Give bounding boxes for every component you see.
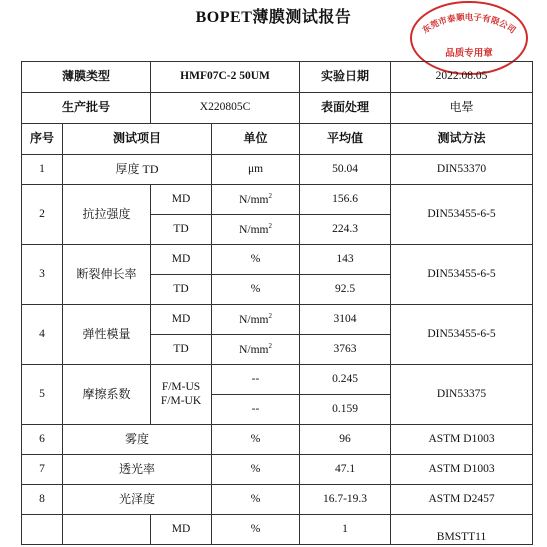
row-no: 7	[22, 455, 63, 485]
row-no: 3	[22, 245, 63, 305]
test-date-label: 实验日期	[300, 62, 391, 93]
info-row-2	[22, 93, 533, 124]
row-avg: 3104	[300, 305, 391, 335]
row-avg: 143	[300, 245, 391, 275]
row-unit: --	[212, 365, 300, 395]
header-item: 测试项目	[63, 124, 212, 155]
row-item: 弹性模量	[63, 305, 151, 365]
row-item: 摩擦系数	[63, 365, 151, 425]
row-avg: 0.245	[300, 365, 391, 395]
row-unit: %	[212, 425, 300, 455]
row-method: DIN53455-6-5	[391, 185, 533, 245]
row-unit	[212, 215, 300, 245]
unit-sup: 2	[268, 221, 272, 230]
row-unit: %	[212, 455, 300, 485]
row-no: 6	[22, 425, 63, 455]
header-avg: 平均值	[300, 124, 391, 155]
film-type-value: HMF07C-2 50UM	[151, 62, 300, 93]
table-row	[22, 485, 533, 515]
subitem-line-1: F/M-US	[161, 381, 201, 394]
row-avg: 92.5	[300, 275, 391, 305]
row-method: DIN53375	[391, 365, 533, 425]
table-row	[22, 185, 533, 215]
row-subitem: MD	[151, 245, 212, 275]
row-avg: 3763	[300, 335, 391, 365]
row-unit: %	[212, 245, 300, 275]
table-row	[22, 515, 533, 545]
row-item: 厚度 TD	[63, 155, 212, 185]
test-date-value: 2022.08.05	[391, 62, 533, 93]
row-avg: 0.159	[300, 395, 391, 425]
row-unit: --	[212, 395, 300, 425]
row-avg: 156.6	[300, 185, 391, 215]
row-no: 8	[22, 485, 63, 515]
test-report-table	[21, 61, 533, 545]
info-row-1	[22, 62, 533, 93]
row-subitem: TD	[151, 275, 212, 305]
row-avg: 16.7-19.3	[300, 485, 391, 515]
row-unit	[212, 185, 300, 215]
row-unit: %	[212, 485, 300, 515]
row-subitem: MD	[151, 515, 212, 545]
row-item: 断裂伸长率	[63, 245, 151, 305]
row-subitem	[151, 365, 212, 425]
row-no: 1	[22, 155, 63, 185]
row-subitem: TD	[151, 335, 212, 365]
seal-top-text: 东莞市泰顺电子有限公司	[420, 12, 518, 36]
row-avg: 96	[300, 425, 391, 455]
row-method: ASTM D2457	[391, 485, 533, 515]
table-header-row	[22, 124, 533, 155]
row-subitem: MD	[151, 185, 212, 215]
row-unit	[212, 335, 300, 365]
row-unit: μm	[212, 155, 300, 185]
row-method: BMSTT11	[391, 515, 533, 545]
unit-text: N/mm	[239, 343, 269, 356]
unit-text: N/mm	[239, 223, 269, 236]
svg-text:东莞市泰顺电子有限公司	[420, 12, 518, 36]
row-avg: 1	[300, 515, 391, 545]
table-row	[22, 365, 533, 395]
row-item: 透光率	[63, 455, 212, 485]
unit-text: N/mm	[239, 193, 269, 206]
row-subitem: TD	[151, 215, 212, 245]
table-row	[22, 155, 533, 185]
row-unit	[212, 305, 300, 335]
report-title: BOPET薄膜测试报告	[195, 9, 352, 26]
unit-sup: 2	[268, 341, 272, 350]
row-avg: 224.3	[300, 215, 391, 245]
row-avg: 47.1	[300, 455, 391, 485]
row-subitem: MD	[151, 305, 212, 335]
row-item: 抗拉强度	[63, 185, 151, 245]
film-type-label: 薄膜类型	[22, 62, 151, 93]
unit-sup: 2	[268, 311, 272, 320]
table-row	[22, 245, 533, 275]
row-no: 5	[22, 365, 63, 425]
row-unit: %	[212, 275, 300, 305]
row-method: ASTM D1003	[391, 455, 533, 485]
header-unit: 单位	[212, 124, 300, 155]
row-unit: %	[212, 515, 300, 545]
row-avg: 50.04	[300, 155, 391, 185]
row-method: DIN53455-6-5	[391, 245, 533, 305]
batch-value: X220805C	[151, 93, 300, 124]
row-item: 雾度	[63, 425, 212, 455]
row-method: DIN53455-6-5	[391, 305, 533, 365]
surface-value: 电晕	[391, 93, 533, 124]
row-no: 4	[22, 305, 63, 365]
table-row	[22, 305, 533, 335]
table-row	[22, 455, 533, 485]
unit-sup: 2	[268, 191, 272, 200]
header-no: 序号	[22, 124, 63, 155]
seal-bottom-text: 品质专用章	[445, 48, 493, 59]
row-method: DIN53370	[391, 155, 533, 185]
row-no: 2	[22, 185, 63, 245]
row-method: ASTM D1003	[391, 425, 533, 455]
surface-label: 表面处理	[300, 93, 391, 124]
header-method: 测试方法	[391, 124, 533, 155]
row-item	[63, 515, 151, 545]
row-item: 光泽度	[63, 485, 212, 515]
table-row	[22, 425, 533, 455]
row-no	[22, 515, 63, 545]
batch-label: 生产批号	[22, 93, 151, 124]
unit-text: N/mm	[239, 313, 269, 326]
subitem-line-2: F/M-UK	[160, 394, 202, 407]
